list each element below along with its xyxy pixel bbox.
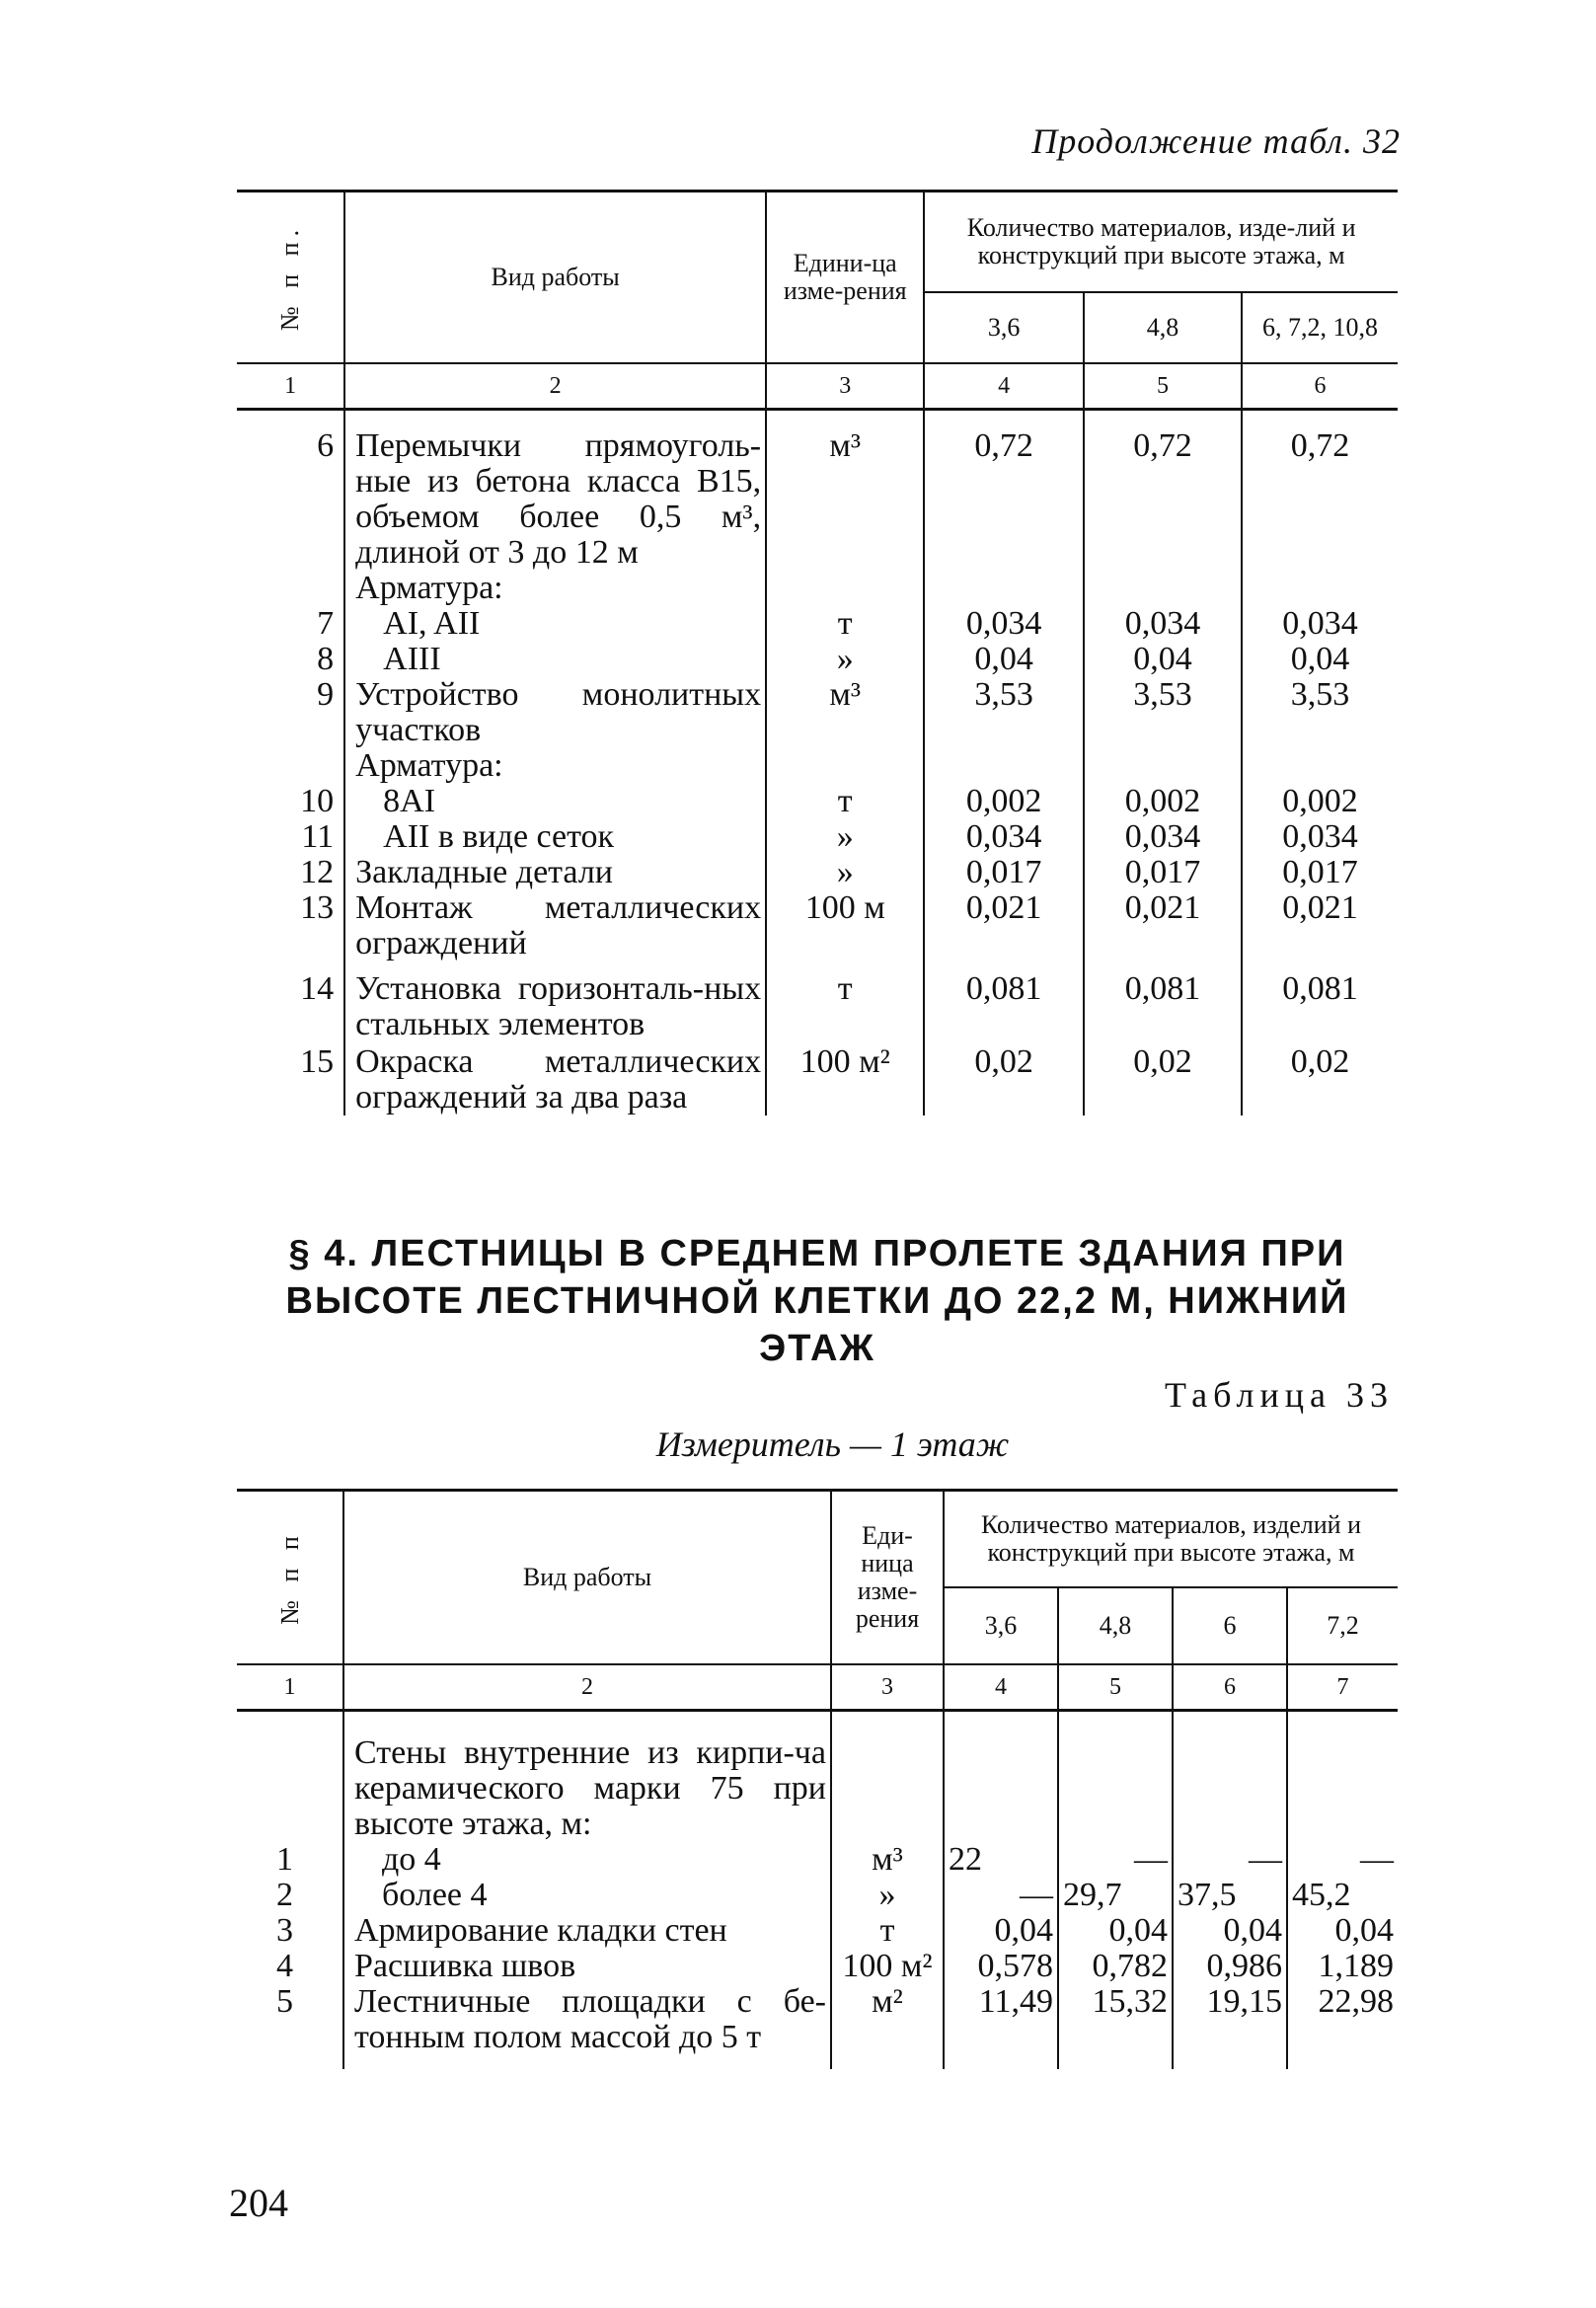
row-number: 10 (300, 783, 335, 819)
header-quantity: Количество материалов, изде-лий и конструкций при высоте этажа, м (924, 192, 1398, 293)
row-value-3-6 (924, 571, 1084, 606)
row-unit (766, 571, 924, 606)
row-number: 11 (301, 818, 335, 855)
row-unit: т (766, 962, 924, 1042)
row-value-4-8: 3,53 (1084, 677, 1242, 748)
row-value-7-2: — (1287, 1842, 1398, 1878)
row-work: Закладные детали (344, 855, 766, 890)
row-value-3-6: 0,04 (944, 1913, 1058, 1949)
section-title: § 4. ЛЕСТНИЦЫ В СРЕДНЕМ ПРОЛЕТЕ ЗДАНИЯ ПРИ ВЫСОТЕ ЛЕСТНИЧНОЙ КЛЕТКИ ДО 22,2 М, НИЖНИЙ ЭТАЖ (285, 1233, 1349, 1369)
row-value-4-8: 29,7 (1058, 1878, 1173, 1913)
header-unit: Еди-ница изме-рения (831, 1491, 944, 1665)
row-value-3-6: 0,034 (924, 606, 1084, 642)
page-number: 204 (229, 2181, 288, 2225)
row-value-4-8: 0,034 (1084, 606, 1242, 642)
table-row (237, 410, 1398, 572)
row-value-4-8: 0,002 (1084, 784, 1242, 819)
row-unit (766, 748, 924, 784)
row-unit: т (766, 606, 924, 642)
row-unit: » (831, 1878, 944, 1913)
header-height-3: 6, 7,2, 10,8 (1242, 292, 1398, 363)
table-row (237, 784, 1398, 819)
row-work: Окраска металлических ограждений за два раза (344, 1042, 766, 1116)
table-33 (237, 1489, 1398, 2069)
table-row (237, 819, 1398, 855)
row-work: AIII (344, 642, 766, 677)
table-row (237, 677, 1398, 748)
row-work: Установка горизонталь-ных стальных элементов (344, 962, 766, 1042)
row-number: 1 (276, 1841, 293, 1878)
row-value-6: 19,15 (1173, 1984, 1287, 2069)
row-value-4-8: 0,04 (1084, 642, 1242, 677)
row-value-6-10-8: 0,021 (1242, 890, 1398, 962)
column-number-1: 1 (237, 363, 344, 410)
header-number (237, 1491, 343, 1665)
row-value-6-10-8: 0,002 (1242, 784, 1398, 819)
table-row (237, 962, 1398, 1042)
row-unit: м³ (831, 1842, 944, 1878)
header-height-3: 6 (1173, 1587, 1287, 1664)
row-number: 8 (317, 641, 335, 677)
column-number-5: 5 (1058, 1664, 1173, 1711)
row-value-6-10-8: 0,034 (1242, 606, 1398, 642)
row-number: 5 (276, 1983, 293, 2020)
table-row (237, 1042, 1398, 1116)
row-unit: т (831, 1913, 944, 1949)
row-value-4-8: 0,02 (1084, 1042, 1242, 1116)
table-row (237, 1949, 1398, 1984)
row-number: 6 (317, 427, 335, 464)
header-number-label: № п п. (275, 223, 305, 332)
row-work: Армирование кладки стен (343, 1913, 831, 1949)
row-unit: м² (831, 1984, 944, 2069)
row-value-4-8: 0,04 (1058, 1913, 1173, 1949)
row-value-3-6: 0,02 (924, 1042, 1084, 1116)
row-value-4-8: 0,034 (1084, 819, 1242, 855)
row-work: Монтаж металлических ограждений (344, 890, 766, 962)
table-row (237, 1878, 1398, 1913)
row-number: 9 (317, 676, 335, 713)
row-work: AII в виде сеток (344, 819, 766, 855)
row-value-6: 0,986 (1173, 1949, 1287, 1984)
row-unit: м³ (766, 677, 924, 748)
row-value-4-8: 0,72 (1084, 410, 1242, 572)
table-row (237, 571, 1398, 606)
measure-unit-caption: Измеритель — 1 этаж (655, 1424, 1010, 1464)
row-value-6: 0,04 (1173, 1913, 1287, 1949)
row-unit: 100 м² (831, 1949, 944, 1984)
row-value-3-6: — (944, 1878, 1058, 1913)
table-32 (237, 190, 1398, 1116)
header-height-1: 3,6 (924, 292, 1084, 363)
column-number-4: 4 (944, 1664, 1058, 1711)
row-value-3-6: 0,021 (924, 890, 1084, 962)
row-value-3-6: 22 (944, 1842, 1058, 1878)
row-number: 14 (300, 970, 335, 1007)
row-value-6-10-8: 0,034 (1242, 819, 1398, 855)
row-value-6-10-8: 0,017 (1242, 855, 1398, 890)
row-number: 12 (300, 854, 335, 890)
row-unit: » (766, 855, 924, 890)
row-work: 8AI (344, 784, 766, 819)
row-value-4-8: — (1058, 1842, 1173, 1878)
row-unit: » (766, 819, 924, 855)
column-number-5: 5 (1084, 363, 1242, 410)
row-work: Устройство монолитных участков (344, 677, 766, 748)
row-value-6-10-8: 0,04 (1242, 642, 1398, 677)
header-height-4: 7,2 (1287, 1587, 1398, 1664)
row-value-4-8: 0,017 (1084, 855, 1242, 890)
row-value-4-8: 0,021 (1084, 890, 1242, 962)
row-number: 15 (300, 1043, 335, 1080)
row-value-6-10-8: 0,72 (1242, 410, 1398, 572)
row-value-4-8: 15,32 (1058, 1984, 1173, 2069)
row-work: Арматура: (344, 748, 766, 784)
row-unit: т (766, 784, 924, 819)
column-number-3: 3 (766, 363, 924, 410)
table-row (237, 606, 1398, 642)
walls-intro: Стены внутренние из кирпи-ча керамического марки 75 при высоте этажа, м: (343, 1711, 831, 1843)
row-unit: » (766, 642, 924, 677)
row-value-3-6 (924, 748, 1084, 784)
column-number-3: 3 (831, 1664, 944, 1711)
header-height-2: 4,8 (1084, 292, 1242, 363)
row-unit: 100 м² (766, 1042, 924, 1116)
row-value-6: 37,5 (1173, 1878, 1287, 1913)
row-value-6-10-8: 0,081 (1242, 962, 1398, 1042)
row-value-6-10-8: 0,02 (1242, 1042, 1398, 1116)
row-unit: м³ (766, 410, 924, 572)
row-value-3-6: 0,578 (944, 1949, 1058, 1984)
header-unit: Едини-ца изме-рения (766, 192, 924, 364)
header-height-1: 3,6 (944, 1587, 1058, 1664)
table-row (237, 748, 1398, 784)
row-work: до 4 (343, 1842, 831, 1878)
row-number: 7 (317, 605, 335, 642)
row-work: Расшивка швов (343, 1949, 831, 1984)
row-value-4-8 (1084, 748, 1242, 784)
table-row (237, 1984, 1398, 2069)
header-work: Вид работы (343, 1491, 831, 1665)
row-value-3-6: 0,034 (924, 819, 1084, 855)
table-row (237, 1711, 1398, 1843)
row-value-3-6: 0,04 (924, 642, 1084, 677)
column-number-6: 6 (1173, 1664, 1287, 1711)
column-number-1: 1 (237, 1664, 343, 1711)
row-number: 4 (276, 1948, 293, 1984)
table-row (237, 890, 1398, 962)
row-value-4-8 (1084, 571, 1242, 606)
row-work: AI, AII (344, 606, 766, 642)
continuation-caption: Продолжение табл. 32 (1031, 121, 1401, 161)
column-number-4: 4 (924, 363, 1084, 410)
table-row (237, 1842, 1398, 1878)
row-value-3-6: 0,017 (924, 855, 1084, 890)
row-value-4-8: 0,081 (1084, 962, 1242, 1042)
table-33-label: Таблица 33 (1165, 1375, 1394, 1415)
header-quantity: Количество материалов, изделий и конструкций при высоте этажа, м (944, 1491, 1398, 1588)
row-work: Арматура: (344, 571, 766, 606)
table-row (237, 855, 1398, 890)
row-value-7-2: 1,189 (1287, 1949, 1398, 1984)
row-work: Лестничные площадки с бе-тонным полом массой до 5 т (343, 1984, 831, 2069)
row-value-7-2: 22,98 (1287, 1984, 1398, 2069)
row-value-6-10-8: 3,53 (1242, 677, 1398, 748)
row-value-3-6: 0,081 (924, 962, 1084, 1042)
row-work: более 4 (343, 1878, 831, 1913)
column-number-2: 2 (343, 1664, 831, 1711)
column-number-7: 7 (1287, 1664, 1398, 1711)
row-value-3-6: 3,53 (924, 677, 1084, 748)
row-value-7-2: 45,2 (1287, 1878, 1398, 1913)
row-value-6-10-8 (1242, 571, 1398, 606)
header-number-label: № п п (274, 1530, 304, 1625)
row-work: Перемычки прямоуголь-ные из бетона класса В15, объемом более 0,5 м³, длиной от 3 до 12 м (344, 410, 766, 572)
header-work: Вид работы (344, 192, 766, 364)
table-row (237, 642, 1398, 677)
row-number: 3 (276, 1912, 293, 1949)
row-number (237, 571, 344, 606)
row-number (237, 748, 344, 784)
table-row (237, 1913, 1398, 1949)
row-number: 13 (300, 889, 335, 926)
row-value-3-6: 0,002 (924, 784, 1084, 819)
row-unit: 100 м (766, 890, 924, 962)
row-value-4-8: 0,782 (1058, 1949, 1173, 1984)
row-value-3-6: 0,72 (924, 410, 1084, 572)
header-number (237, 192, 344, 364)
row-value-6: — (1173, 1842, 1287, 1878)
column-number-2: 2 (344, 363, 766, 410)
column-number-6: 6 (1242, 363, 1398, 410)
header-height-2: 4,8 (1058, 1587, 1173, 1664)
row-value-7-2: 0,04 (1287, 1913, 1398, 1949)
row-value-3-6: 11,49 (944, 1984, 1058, 2069)
row-value-6-10-8 (1242, 748, 1398, 784)
row-number: 2 (276, 1877, 293, 1913)
